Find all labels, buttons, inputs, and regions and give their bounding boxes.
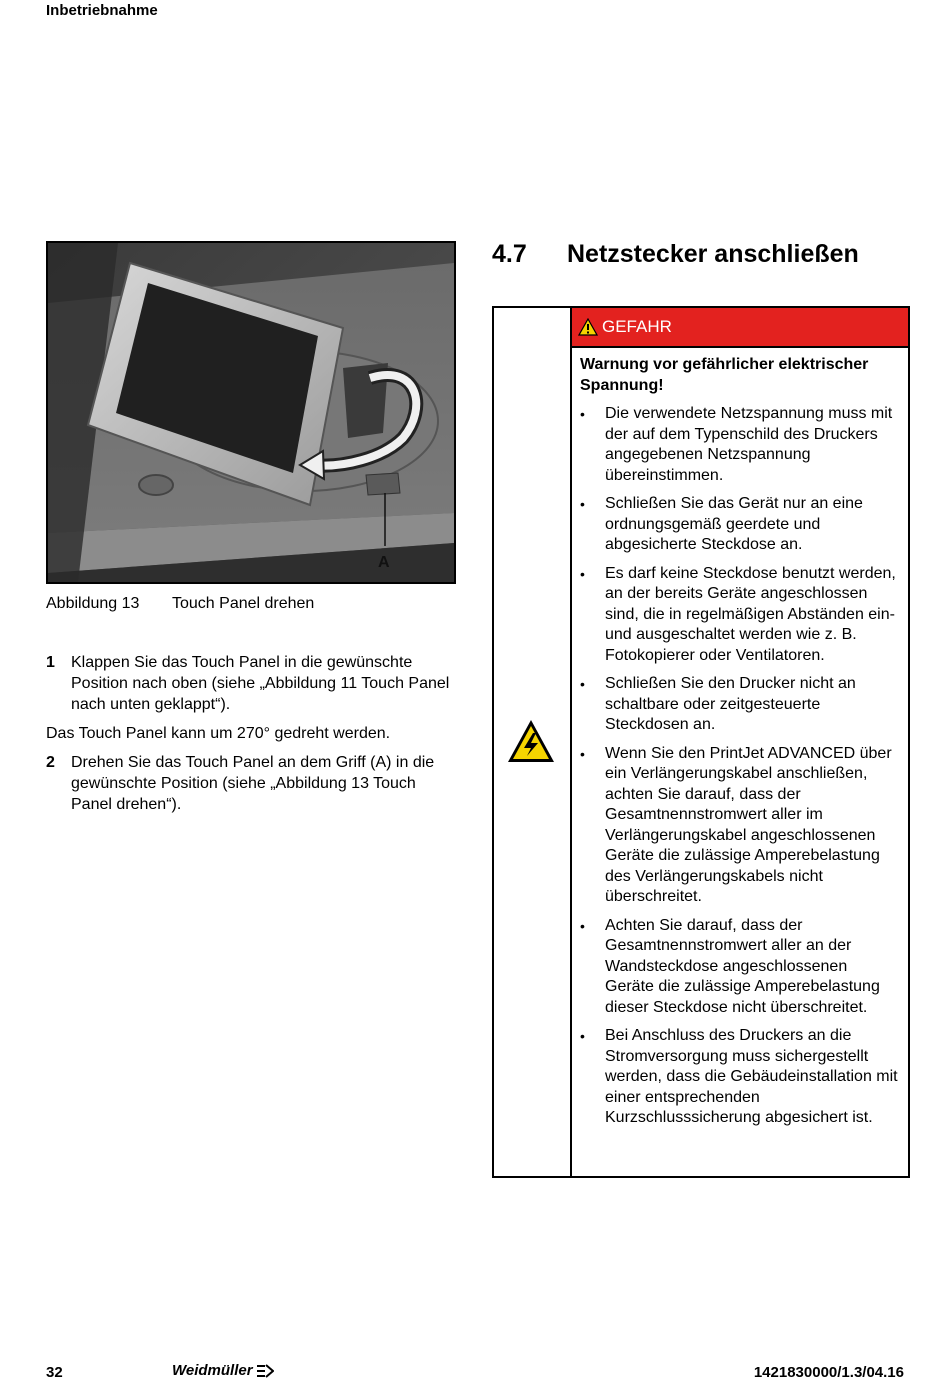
list-item: • Bei Anschluss des Druckers an die Stromversorgung muss sichergestellt werden, dass die Gebäudeinstallation mit einer entsprechenden Kurzschlusssicherung abgesichert ist. <box>580 1026 900 1129</box>
list-item-text: Achten Sie darauf, dass der Gesamtnennstromwert aller an der Wandsteckdose angeschlossenen Geräte die zulässige Amperebelastung dieser Steckdose nicht überschreitet. <box>605 916 880 1016</box>
step-number: 2 <box>46 754 55 771</box>
list-item-text: Die verwendete Netzspannung muss mit der auf dem Typenschild des Druckers angegebenen Netzspannung übereinstimmen. <box>605 405 893 484</box>
section-number: 4.7 <box>492 240 527 268</box>
document-id: 1421830000/1.3/04.16 <box>753 1364 904 1381</box>
caption-number: Abbildung 13 <box>46 595 140 612</box>
touch-panel-figure <box>46 241 456 584</box>
list-item-text: Schließen Sie das Gerät nur an eine ordnungsgemäß geerdete und abgesicherte Steckdose an. <box>605 495 863 553</box>
danger-body <box>572 308 908 1176</box>
danger-list <box>572 404 908 1129</box>
danger-notice <box>492 306 910 1178</box>
list-item-text: Bei Anschluss des Druckers an die Stromversorgung muss sichergestellt werden, dass die Gebäudeinstallation mit einer entsprechenden Kurzschlusssicherung abgesichert ist. <box>605 1027 898 1126</box>
step-2 <box>46 752 458 815</box>
danger-title: Warnung vor gefährlicher elektrischer Spannung! <box>580 356 869 394</box>
list-item-text: Es darf keine Steckdose benutzt werden, an der bereits Geräte angeschlossen sind, die in regelmäßigen Abständen ein- und ausgeschaltet werden wie z. B. Fotokopierer oder Ventilatoren. <box>605 564 896 664</box>
rotation-note: Das Touch Panel kann um 270° gedreht werden. <box>46 725 391 742</box>
danger-header <box>572 308 908 348</box>
list-item: • Schließen Sie den Drucker nicht an schaltbare oder zeitgesteuerte Steckdosen an. <box>580 674 900 736</box>
warning-triangle-icon <box>578 318 598 336</box>
danger-icon-column <box>494 308 572 1176</box>
electrical-hazard-icon <box>506 718 556 764</box>
list-item-text: Schließen Sie den Drucker nicht an schaltbare oder zeitgesteuerte Steckdosen an. <box>605 675 856 733</box>
step-text: Klappen Sie das Touch Panel in die gewünschte Position nach oben (siehe „Abbildung 11 Touch Panel nach unten geklappt“). <box>71 654 450 713</box>
list-item: • Schließen Sie das Gerät nur an eine ordnungsgemäß geerdete und abgesicherte Steckdose an. <box>580 494 900 556</box>
step-number: 1 <box>46 654 55 671</box>
step-text: Drehen Sie das Touch Panel an dem Griff (A) in die gewünschte Position (siehe „Abbildung 13 Touch Panel drehen“). <box>71 754 435 813</box>
list-item: • Es darf keine Steckdose benutzt werden, an der bereits Geräte angeschlossen sind, die in regelmäßigen Abständen ein- und ausgeschaltet werden wie z. B. Fotokopierer oder Ventilatoren. <box>580 564 900 667</box>
danger-label: GEFAHR <box>602 317 672 336</box>
brand-name: Weidmüller <box>172 1362 253 1379</box>
list-item: • Wenn Sie den PrintJet ADVANCED über ein Verlängerungskabel anschließen, achten Sie darauf, dass der Gesamtnennstromwert aller im Verlängerungskabel angeschlossenen Geräte die zulässige Amperebelastung des Verlängerungskabels nicht überschreitet. <box>580 744 900 908</box>
section-title: Netzstecker anschließen <box>567 240 859 268</box>
brand-logo <box>172 1362 274 1379</box>
figure-label-a: A <box>378 554 390 571</box>
header-title: Inbetriebnahme <box>46 2 158 19</box>
page-number: 32 <box>46 1364 63 1381</box>
touch-panel-illustration <box>48 243 454 582</box>
step-1 <box>46 652 458 715</box>
caption-text: Touch Panel drehen <box>172 595 315 612</box>
list-item: • Achten Sie darauf, dass der Gesamtnennstromwert aller an der Wandsteckdose angeschlossenen Geräte die zulässige Amperebelastung dieser Steckdose nicht überschreitet. <box>580 916 900 1019</box>
figure-caption <box>46 595 314 613</box>
instruction-steps <box>46 652 458 823</box>
list-item-text: Wenn Sie den PrintJet ADVANCED über ein Verlängerungskabel anschließen, achten Sie darauf, dass der Gesamtnennstromwert aller im Verlängerungskabel angeschlossenen Geräte die zulässige Amperebelastung des Verlängerungskabels nicht überschreitet. <box>605 744 892 905</box>
section-heading <box>492 240 859 269</box>
weidmueller-logo-icon <box>256 1363 274 1379</box>
list-item: • Die verwendete Netzspannung muss mit der auf dem Typenschild des Druckers angegebenen Netzspannung übereinstimmen. <box>580 404 900 486</box>
